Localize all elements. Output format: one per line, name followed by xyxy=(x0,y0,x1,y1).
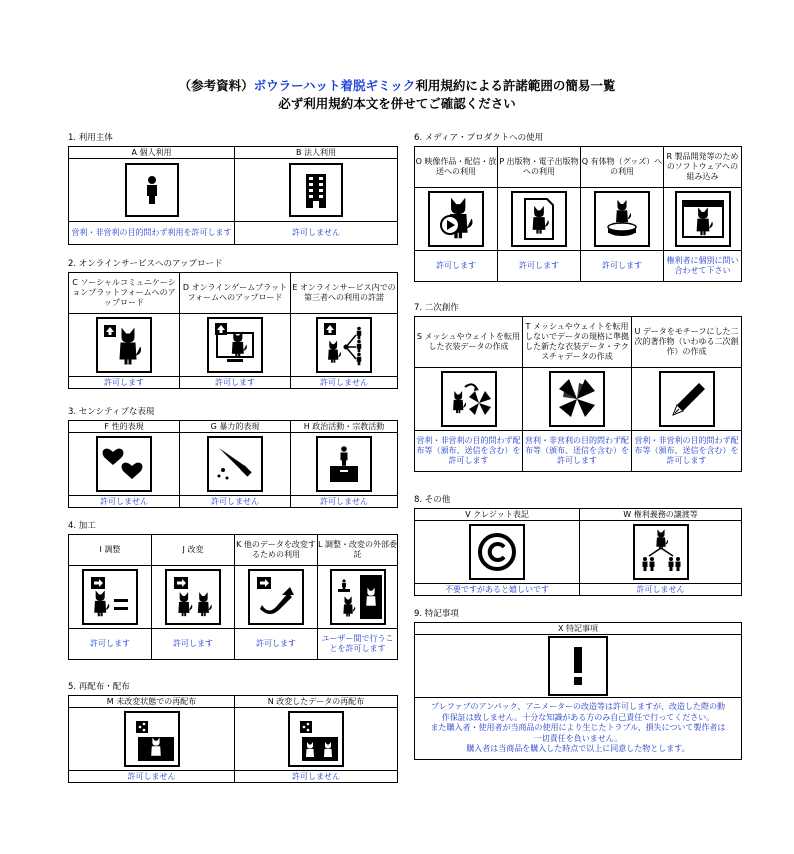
item-icon-cell xyxy=(235,566,318,629)
item-icon-cell xyxy=(415,521,580,584)
item-label: U データをモチーフにした二次的著作物（いわゆる二次創作）の作成 xyxy=(632,317,742,368)
item-label: X 特記事項 xyxy=(415,623,742,635)
item-label: R 製品開発等のためのソフトウェアへの組み込み xyxy=(664,147,742,188)
item-status: 許可します xyxy=(415,251,498,282)
item-status: 許可します xyxy=(69,629,152,660)
item-status: 許可しません xyxy=(69,496,180,508)
section-1-usage-subject xyxy=(68,133,398,245)
item-status: 許可します xyxy=(498,251,581,282)
section-heading: 8. その他 xyxy=(414,495,451,505)
item-label: M 未改変状態での再配布 xyxy=(69,696,235,708)
note-line: 作保証は致しません。十分な知識がある方のみ自己責任で行ってください。 xyxy=(441,712,715,722)
section-9-special-notes xyxy=(414,609,742,760)
section-heading: 6. メディア・プロダクトへの使用 xyxy=(414,133,544,143)
podium-icon xyxy=(316,436,372,492)
item-status: 許可しません xyxy=(580,584,742,596)
item-label: T メッシュやウェイトを転用しないでデータの規格に準拠した新たな衣装データ・テクスチャデータの作成 xyxy=(523,317,632,368)
item-status: 許可しません xyxy=(235,771,398,783)
section-table xyxy=(414,508,742,596)
item-label: K 他のデータを改変するための利用 xyxy=(235,535,318,566)
item-icon-cell xyxy=(415,368,523,431)
section-4-processing xyxy=(68,521,398,660)
document-icon xyxy=(511,191,567,247)
item-label: Q 有体物（グッズ）への利用 xyxy=(581,147,664,188)
section-6-media-products xyxy=(414,133,742,282)
item-icon-cell xyxy=(235,708,398,771)
section-table xyxy=(414,146,742,282)
section-table xyxy=(68,272,398,389)
pen-icon xyxy=(659,371,715,427)
section-heading: 9. 特記事項 xyxy=(414,609,459,619)
item-icon-cell xyxy=(180,314,291,377)
page-subtitle: 必ず利用規約本文を併せてご確認ください xyxy=(278,96,516,111)
item-icon-cell xyxy=(415,635,742,698)
exclamation-icon xyxy=(548,636,608,696)
goods-icon xyxy=(594,191,650,247)
redistribute-modified-icon xyxy=(288,711,344,767)
item-icon-cell xyxy=(664,188,742,251)
item-icon-cell xyxy=(632,368,742,431)
note-line: 一切責任を負いません。 xyxy=(533,733,623,743)
item-icon-cell xyxy=(152,566,235,629)
item-status: 不要ですがあると嬉しいです xyxy=(415,584,580,596)
upload-monitor-icon xyxy=(207,317,263,373)
person-icon xyxy=(125,163,179,217)
section-2-online-upload xyxy=(68,259,398,389)
item-label: J 改変 xyxy=(152,535,235,566)
section-5-redistribution xyxy=(68,682,398,783)
item-label: I 調整 xyxy=(69,535,152,566)
fabric-icon xyxy=(549,371,605,427)
item-icon-cell xyxy=(498,188,581,251)
item-status: 許可します xyxy=(152,629,235,660)
cut-data-icon xyxy=(248,569,304,625)
section-heading: 2. オンラインサービスへのアップロード xyxy=(68,259,223,269)
note-line: 購入者は当商品を購入した時点で以上に同意した物とします。 xyxy=(466,744,690,753)
building-icon xyxy=(289,163,343,217)
item-status: 許可しません xyxy=(291,377,398,389)
item-status: 許可しません xyxy=(180,496,291,508)
item-icon-cell xyxy=(415,188,498,251)
item-status: 営利・非営利の目的問わず利用を許可します xyxy=(69,222,235,245)
item-label: D オンラインゲームプラットフォームへのアップロード xyxy=(180,273,291,314)
section-7-derivative xyxy=(414,303,742,472)
item-status: 許可します xyxy=(180,377,291,389)
section-heading: 7. 二次創作 xyxy=(414,303,459,313)
item-icon-cell xyxy=(235,159,398,222)
item-label: H 政治活動・宗教活動 xyxy=(291,421,398,433)
item-status: 営利・非営利の目的問わず配布等（頒布、送信を含む）を許可します xyxy=(632,431,742,472)
outsource-icon xyxy=(330,569,386,625)
item-status: 権利者に個別に問い合わせて下さい xyxy=(664,251,742,282)
item-label: C ソーシャルコミュニケーションプラットフォームへのアップロード xyxy=(69,273,180,314)
item-icon-cell xyxy=(523,368,632,431)
item-label: O 映像作品・配信・放送への利用 xyxy=(415,147,498,188)
item-status: 営利・非営利の目的問わず配布等（頒布、送信を含む）を許可します xyxy=(523,431,632,472)
section-table xyxy=(68,534,398,660)
item-icon-cell xyxy=(291,314,398,377)
item-icon-cell xyxy=(69,159,235,222)
item-label: S メッシュやウェイトを転用した衣装データの作成 xyxy=(415,317,523,368)
upload-cat-icon xyxy=(96,317,152,373)
section-3-sensitive xyxy=(68,407,398,508)
knife-icon xyxy=(207,436,263,492)
video-icon xyxy=(428,191,484,247)
section-table xyxy=(68,695,398,783)
item-icon-cell xyxy=(69,433,180,496)
item-status: 営利・非営利の目的問わず配布等（頒布、送信を含む）を許可します xyxy=(415,431,523,472)
item-label: V クレジット表記 xyxy=(415,509,580,521)
item-icon-cell xyxy=(291,433,398,496)
transfer-icon xyxy=(633,524,689,580)
section-table xyxy=(68,146,398,245)
modify-icon xyxy=(165,569,221,625)
item-label: E オンラインサービス内での第三者への利用の許諾 xyxy=(291,273,398,314)
item-icon-cell xyxy=(581,188,664,251)
item-label: P 出版物・電子出版物への利用 xyxy=(498,147,581,188)
item-label: L 調整・改変の外部委託 xyxy=(318,535,398,566)
title-product-name: ボウラーハット着脱ギミック xyxy=(253,78,416,93)
item-icon-cell xyxy=(69,566,152,629)
item-status: 許可します xyxy=(235,629,318,660)
item-icon-cell xyxy=(580,521,742,584)
section-table xyxy=(414,316,742,472)
item-label: N 改変したデータの再配布 xyxy=(235,696,398,708)
item-status: 許可しません xyxy=(291,496,398,508)
item-label: F 性的表現 xyxy=(69,421,180,433)
note-line: プレファブのアンパック、アニメーターの改造等は許可しますが、改造した際の動 xyxy=(431,702,725,711)
hearts-icon xyxy=(96,436,152,492)
title-suffix: 利用規約による許諾範囲の簡易一覧 xyxy=(415,78,616,93)
item-icon-cell xyxy=(69,314,180,377)
section-table xyxy=(68,420,398,508)
adjust-icon xyxy=(82,569,138,625)
redistribute-icon xyxy=(124,711,180,767)
item-status: 許可します xyxy=(69,377,180,389)
note-line: また購入者・使用者が当商品の使用により生じたトラブル、損失について製作者は xyxy=(430,723,726,732)
item-status: ユーザー間で行うことを許可します xyxy=(318,629,398,660)
title-prefix: （参考資料） xyxy=(178,78,254,93)
copyright-icon xyxy=(469,524,525,580)
section-table xyxy=(414,622,742,760)
software-icon xyxy=(675,191,731,247)
item-status: 許可しません xyxy=(235,222,398,245)
item-label: W 権利義務の譲渡等 xyxy=(580,509,742,521)
section-heading: 1. 利用主体 xyxy=(68,133,113,143)
item-icon-cell xyxy=(180,433,291,496)
item-label: B 法人利用 xyxy=(235,147,398,159)
item-label: A 個人利用 xyxy=(69,147,235,159)
item-icon-cell xyxy=(69,708,235,771)
mesh-convert-icon xyxy=(441,371,497,427)
section-heading: 3. センシティブな表現 xyxy=(68,407,155,417)
section-heading: 4. 加工 xyxy=(68,521,96,531)
item-status: 許可しません xyxy=(69,771,235,783)
share-people-icon xyxy=(316,317,372,373)
section-8-other xyxy=(414,495,742,596)
item-label: G 暴力的表現 xyxy=(180,421,291,433)
item-icon-cell xyxy=(318,566,398,629)
item-status: 許可します xyxy=(581,251,664,282)
section-heading: 5. 再配布・配布 xyxy=(68,682,130,692)
special-notes xyxy=(415,698,741,759)
notes-cell xyxy=(415,698,742,760)
page-title xyxy=(0,76,794,94)
